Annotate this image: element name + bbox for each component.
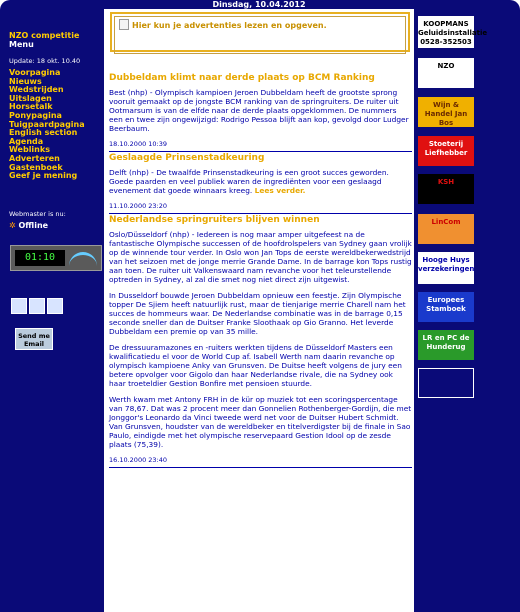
- webmaster-label: Webmaster is nu:: [9, 210, 66, 218]
- main-content: [109, 74, 412, 470]
- send-email-button[interactable]: Send me Email: [15, 328, 53, 350]
- nav-item[interactable]: Voorpagina: [9, 68, 61, 77]
- read-more-link[interactable]: Lees verder.: [254, 186, 306, 195]
- document-icon: [119, 19, 129, 30]
- sponsor-banner[interactable]: LinCom: [418, 214, 474, 244]
- article-body: Best (nhp) - Olympisch kampioen Jeroen Dubbeldam heeft de grootste sprong vooruit gemaakt op de jongste BCM ranking van de springruiters. De ruiter uit Ootmarsum is van de elfde naar de derde plaats opgeklommen. De nummers een en twee zijn ongewijzigd: Rodrigo Pessoa blijft aan kop, gevolgd door Ludger Beerbaum.: [109, 88, 409, 133]
- sponsor-banner[interactable]: Wijn & Handel Jan Bos: [418, 97, 474, 127]
- article-date: 16.10.2000 23:40: [109, 456, 412, 468]
- article-text: Delft (nhp) - De twaalfde Prinsenstadkeuring is een groot succes geworden. Goede paarden en veel publiek waren de ingrediënten voor een geslaagd evenement dat goede winnaars kreeg.: [109, 168, 389, 195]
- sponsor-banner[interactable]: NZO: [418, 58, 474, 88]
- offline-status: [9, 221, 48, 230]
- offline-text: Offline: [18, 221, 49, 230]
- nav-title[interactable]: NZO competitie: [9, 31, 80, 40]
- sponsor-banner[interactable]: KOOPMANS Geluidsinstallatie 0528-352503: [418, 16, 474, 48]
- article-paragraph: In Dusseldorf bouwde Jeroen Dubbeldam opnieuw een feestje. Zijn Olympische topper De Sjiem heeft natuurlijk rust, maar de tienjarige merrie Charell nam het succes de hommeurs waar. De Nederlandse combinatie was in de barrage 0,15 seconde sneller dan de Duitser Franke Sloothaak op Gio Granno. Het leverde Dubbeldam een premie op van 35 mille.: [109, 291, 406, 336]
- nav-item[interactable]: Geef je mening: [9, 171, 78, 181]
- nav-list: [9, 69, 101, 181]
- nav-item[interactable]: Adverteren: [9, 153, 60, 163]
- nav-item[interactable]: Wedstrijden: [9, 85, 64, 95]
- status-icon: ✲: [9, 221, 16, 230]
- nav-item[interactable]: Uitslagen: [9, 93, 52, 103]
- sponsor-banner[interactable]: LR en PC de Hunderug: [418, 330, 474, 360]
- nav-item[interactable]: Tuigpaardpagina: [9, 119, 85, 129]
- article-body: [109, 168, 412, 195]
- clock-widget: [10, 245, 102, 271]
- nav-subtitle: Menu: [9, 40, 34, 49]
- update-text: Update: 18 okt. 10.40: [9, 57, 81, 65]
- article-title: Nederlandse springruiters blijven winnen: [109, 215, 320, 225]
- tool-icons: [11, 298, 65, 316]
- nav-item[interactable]: Agenda: [9, 136, 44, 146]
- article-title: Geslaagde Prinsenstadkeuring: [109, 153, 265, 163]
- clock-digits: 01:10: [15, 250, 65, 266]
- article-date: 18.10.2000 10:39: [109, 140, 412, 152]
- advert-banner[interactable]: [110, 12, 410, 52]
- sidebar-nav: [9, 31, 101, 181]
- nav-item[interactable]: Nieuws: [9, 76, 42, 86]
- nav-item[interactable]: Gastenboek: [9, 162, 63, 172]
- sponsor-banner[interactable]: Europees Stamboek: [418, 292, 474, 322]
- nav-item[interactable]: English section: [9, 128, 78, 138]
- book-icon-2[interactable]: [47, 298, 63, 314]
- book-icon[interactable]: [29, 298, 45, 314]
- sponsor-banner[interactable]: KSH: [418, 174, 474, 204]
- date-bar: Dinsdag, 10.04.2012: [104, 0, 414, 9]
- nav-item[interactable]: Weblinks: [9, 145, 50, 155]
- nav-item[interactable]: Ponypagina: [9, 110, 62, 120]
- article-paragraph: De dressuuramazones en -ruiters werkten tijdens de Düsseldorf Masters een kwalificatiedu el voor de World Cup af. Isabell Werth nam daarin revanche op olympisch kampioene Anky van Grunsven. De Duitse heeft volgens de jury een betere opvolger voor Gigolo dan haar Nederlandse rivale, die na Sydney ook haar troeteldier Gestion Bonfire met pensioen stuurde.: [109, 343, 402, 388]
- article-title: Dubbeldam klimt naar derde plaats op BCM Ranking: [109, 73, 375, 83]
- wave-icon: [69, 252, 97, 267]
- article-paragraph: Oslo/Düsseldorf (nhp) - Iedereen is nog maar amper uitgefeest na de fantastische Olympische successen of de hoofdrolspelers van Sydney gaan vrolijk op de winnende tour verder. In Oslo won Jan Tops de eerste wereldbekerwedstrijd van het seizoen met de jonge merrie Grande Dame. In de barrage kon Tops rustig aan toen. De ruiter uit Valkenswaard nam revanche voor het teleurstellende optreden in Sydney, al zal die smet nog niet direct zijn uitgewist.: [109, 230, 412, 284]
- article-paragraph: Werth kwam met Antony FRH in de kür op muziek tot een scoringspercentage van 78,67. Dat was 2 procent meer dan Gonnelien Rothenberger-Gordijn, die met Jonggor's Leonardo da Vinci tweede werd net voor de Duitser Hubert Schmidt. Van Grunsven, houdster van de wereldbeker en titelverdigster bij de finale in Sao Paulo, eindigde met het olympische reservepaard Gestion Idool op de zesde plaats (75,39).: [109, 395, 412, 449]
- chart-icon[interactable]: [11, 298, 27, 314]
- sponsor-banner[interactable]: Hooge Huys verzekeringen: [418, 252, 474, 284]
- nav-item[interactable]: Horsetalk: [9, 102, 53, 112]
- sponsor-banner[interactable]: [418, 368, 474, 398]
- sponsor-banner[interactable]: Stoeterij Liefhebber: [418, 136, 474, 166]
- advert-text: Hier kun je advertenties lezen en opgeven.: [132, 21, 327, 30]
- article-date: 11.10.2000 23:20: [109, 202, 412, 214]
